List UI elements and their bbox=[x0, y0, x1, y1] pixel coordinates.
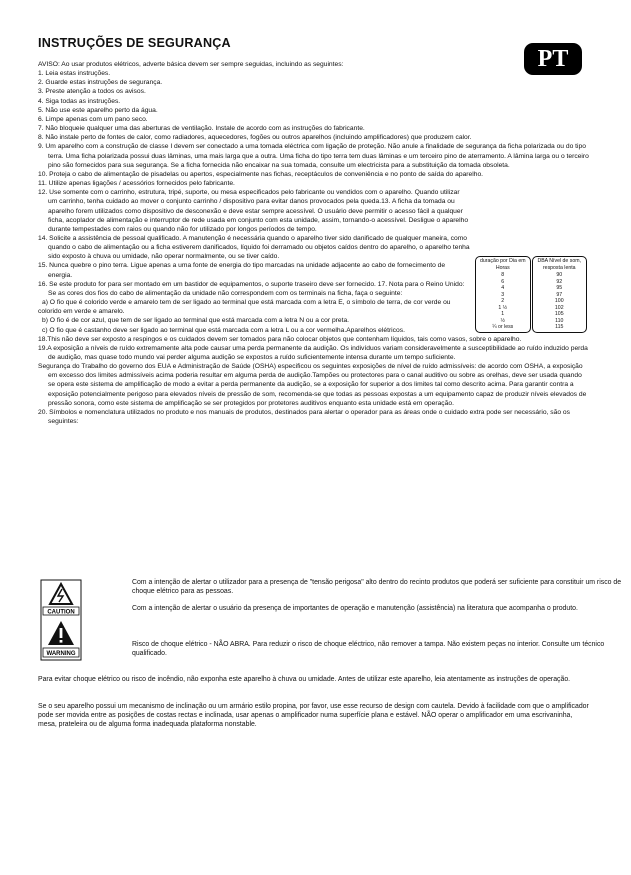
table-cell: 92 bbox=[556, 278, 563, 285]
list-item: 9. Um aparelho com a construção de classe I devem ser conectado a uma tomada eléctrica com ligação de proteção. Não anule a finalidade de segurança da ficha polarizada ou do tipo terra. Uma ficha polarizada possui duas lâminas, uma mais larga que a outra. Uma ficha do tipo terra tem duas lâminas e um terceiro pino de aterramento. A lâmina larga ou o terceiro pino são fornecidos para sua segurança. Se a ficha fornecida não encaixar na sua tomada, consulte um electricista para a substituição da tomada obsoleta. bbox=[38, 143, 589, 169]
table-cell: 105 bbox=[554, 311, 564, 317]
table-cell: 97 bbox=[556, 291, 563, 298]
sub-item-a: a) O fio que é colorido verde e amarelo tem de ser ligado ao terminal que está marcada com a letra E, o símbolo de terra, de cor verde ou bbox=[42, 299, 451, 307]
table-cell: 1 ½ bbox=[498, 304, 508, 311]
list-item: 14. Solicite a assistência de pessoal qualificado. A manutenção é necessária quando o aparelho tiver sido danificado de qualquer maneira, como quando o cabo de alimentação ou a ficha estiverem danificados, líquido foi derramado ou objetos caídos dentro do aparelho, o aparelho tenha sido exposto à chuva ou umidade, não operar normalmente, ou se tiver caído. bbox=[38, 234, 470, 261]
table-cell: ½ bbox=[500, 317, 505, 324]
sub-item-b: b) O fio é de cor azul, que tem de ser ligado ao terminal que está marcada com a letra N ou a cor preta. bbox=[42, 317, 350, 325]
table-cell: 6 bbox=[501, 278, 505, 285]
footer-paragraph-2: Se o seu aparelho possui um mecanismo de inclinação ou um armário estilo propina, por favor, use esse recurso de design com cautela. Devido à facilidade com que o amplificador pode ser movida entre as posições de costas rectas e inclinada, usar apenas o amplificador numa superfície plana e estável. NÃO operar o amplificador em uma escrivaninha, mesa, prateleira ou de alguma forma inadequada plataforma nonstable. bbox=[38, 703, 589, 729]
table-cell: 1 bbox=[501, 311, 505, 317]
dba-column bbox=[532, 256, 588, 333]
dba-header: DBA Nível de som, resposta lenta bbox=[537, 258, 582, 271]
table-cell: 3 bbox=[501, 291, 505, 298]
hours-column bbox=[475, 256, 531, 333]
list-item: 4. Siga todas as instruções. bbox=[38, 97, 121, 105]
symbol-icons bbox=[40, 579, 82, 666]
table-cell: 4 bbox=[501, 285, 505, 291]
noise-exposure-table bbox=[475, 256, 587, 333]
table-cell: 95 bbox=[556, 285, 563, 291]
footer-paragraph-1: Para evitar choque elétrico ou risco de incêndio, não exponha este aparelho à chuva ou umidade. Antes de utilizar este aparelho, leia atentamente as instruções de operação. bbox=[38, 676, 571, 683]
list-item: 16. Se este produto for para ser montado em um bastidor de equipamentos, o suporte traseiro deve ser fornecido. 17. Nota para o Reino Unido: Se as cores dos fios do cabo de alimentação da unidade não correspondem com os terminais na ficha, faça o seguinte: bbox=[38, 280, 465, 297]
symbol-desc-voltage: Com a intenção de alertar o utilizador para a presença de "tensão perigosa" alto dentro do recinto produtos que poderá ser suficiente para constituir um risco de choque elétrico para as pessoas. bbox=[132, 579, 622, 596]
list-item: 19.A exposição a níveis de ruído extremamente alta pode causar uma perda permanente da audição. Os indivíduos variam consideravelmente a susceptibilidade ao ruído induzido perda de audição, mas quase todo mundo vai perder alguma audição se expostos a ruído suficientemente intensa durante um tempo suficiente. bbox=[38, 344, 588, 361]
sub-item-a-continued: colorido em verde e amarelo. bbox=[38, 308, 125, 316]
sub-item-c: c) O fio que é castanho deve ser ligado ao terminal que está marcada com a letra L ou a cor vermelha.Aparelhos elétricos. bbox=[42, 326, 405, 334]
caution-warning-icons bbox=[40, 579, 82, 661]
warning-label: WARNING bbox=[46, 651, 76, 657]
symbol-desc-attention: Com a intenção de alertar o usuário da presença de importantes de operação e manutenção (assistência) na literatura que acompanha o produto. bbox=[132, 605, 578, 612]
instructions-body bbox=[38, 60, 590, 426]
list-item: 18.This não deve ser exposto a respingos e os cuidados devem ser tomados para não colocar objetos que contenham líquidos, tais como vasos, sobre o aparelho. bbox=[38, 335, 522, 343]
table-cell: ¼ or less bbox=[492, 324, 514, 330]
list-item: 12. Use somente com o carrinho, estrutura, tripé, suporte, ou mesa especificados pelo fabricante ou vendidos com o aparelho. Quando utilizar um carrinho, tenha cuidado ao mover o conjunto carrinho / dispositivo para evitar danos provocados pela queda.13. A ficha da tomada ou aparelho forem utilizados como dispositivo de desconexão e deve estar sempre acessível. O usuário deve permitir o acesso fácil a qualquer ficha, acoplador de alimentação e interruptor de rede usada em conjunto com esta unidade, assim, tornando-o acessível. Desligue o aparelho durante tempestades com raios ou quando não for utilizado por longos períodos de tempo. bbox=[38, 189, 469, 233]
list-item: 15. Nunca quebre o pino terra. Ligue apenas a uma fonte de energia do tipo marcadas na unidade adjacente ao cabo de fornecimento de energia. bbox=[38, 262, 446, 279]
list-item: 5. Não use este aparelho perto da água. bbox=[38, 106, 158, 114]
table-cell: 2 bbox=[501, 298, 505, 304]
list-item: 20. Símbolos e nomenclatura utilizados no produto e nos manuais de produtos, destinados para alertar o operador para as áreas onde o cuidado extra pode ser necessário, são os seguintes: bbox=[38, 408, 570, 426]
table-cell: 110 bbox=[555, 317, 564, 324]
list-item: 1. Leia estas instruções. bbox=[38, 70, 111, 78]
osha-paragraph: Segurança do Trabalho do governo dos EUA e Administração de Saúde (OSHA) especificou os seguintes exposições de nível de ruído admissíveis: de acordo com OSHA, a exposição em excesso dos limites admissíveis acima poderia resultar em alguma perda de audição.Tampões ou protectores para o canal auditivo ou sobre as orelhas, deve ser usada quando se opera este sistema de amplificação de modo a evitar a perda permanente da audição, se a exposição for superior a dos limites tal como descrito acima. Para garantir contra a exposição potencialmente perigoso para elevados níveis de pressão de som, recomenda-se que todas as pessoas expostas a um equipamento capaz de produzir níveis elevados de pressão sonora, como este sistema de amplificação se ser protegidos por protetores auditivos enquanto esta unidade está em operação. bbox=[38, 363, 587, 407]
list-item: 2. Guarde estas instruções de segurança. bbox=[38, 79, 163, 87]
hours-header: duração por Dia em Horas bbox=[479, 258, 526, 271]
warning-intro: AVISO: Ao usar produtos elétricos, adverte básica devem ser sempre seguidas, incluindo as seguintes: bbox=[38, 61, 344, 68]
table-cell: 102 bbox=[554, 304, 564, 311]
list-item: 6. Limpe apenas com um pano seco. bbox=[38, 115, 148, 123]
list-item: 8. Não instale perto de fontes de calor, como radiadores, aquecedores, fogões ou outros aparelhos (incluindo amplificadores) que produzem calor. bbox=[38, 134, 472, 142]
table-cell: 8 bbox=[501, 272, 505, 278]
table-cell: 100 bbox=[554, 298, 564, 304]
list-item: 11. Utilize apenas ligações / acessórios fornecidos pelo fabricante. bbox=[38, 180, 235, 188]
list-item: 10. Proteja o cabo de alimentação de pisadelas ou apertos, especialmente nas fichas, receptáculos de conveniência e no ponto de saída do aparelho. bbox=[38, 170, 484, 178]
table-cell: 90 bbox=[556, 272, 563, 278]
symbol-desc-shock: Risco de choque elétrico - NÃO ABRA. Para reduzir o risco de choque eléctrico, não remover a tampa. Não existem peças no interior. Consulte um técnico qualificado. bbox=[132, 641, 605, 658]
language-badge: PT bbox=[524, 43, 582, 75]
table-cell: 115 bbox=[555, 324, 564, 330]
list-item: 7. Não bloqueie qualquer uma das aberturas de ventilação. Instale de acordo com as instruções do fabricante. bbox=[38, 125, 365, 133]
page-title: INSTRUÇÕES DE SEGURANÇA bbox=[38, 36, 231, 50]
caution-label: CAUTION bbox=[47, 609, 75, 616]
list-item: 3. Preste atenção a todos os avisos. bbox=[38, 88, 146, 96]
